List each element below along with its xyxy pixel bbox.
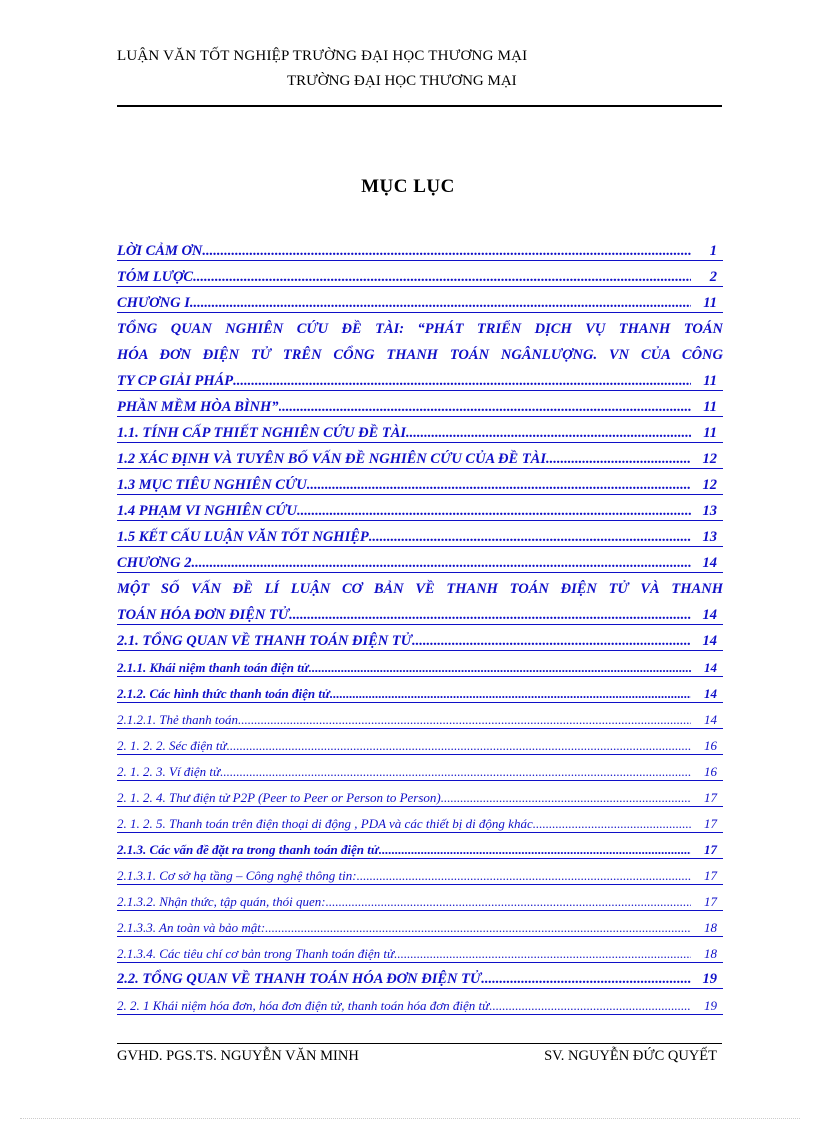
toc-entry[interactable]: 2.1.2.1. Thẻ thanh toán ..... 14 (117, 706, 723, 729)
toc-entry[interactable]: 2.2. TỔNG QUAN VỀ THANH TOÁN HÓA ĐƠN ĐIỆN TỬ ..... 19 (117, 966, 723, 989)
page-bottom-divider (20, 1118, 800, 1119)
toc-entry[interactable]: TY CP GIẢI PHÁP ..... 11 (117, 368, 723, 391)
toc-entry[interactable]: 2.1.3. Các vấn đề đặt ra trong thanh toán điện tử ..... 17 (117, 836, 723, 859)
toc-entry[interactable]: 2.1.3.1. Cơ sở hạ tầng – Công nghệ thông tin: ..... 17 (117, 862, 723, 885)
toc-entry[interactable]: 1.1. TÍNH CẤP THIẾT NGHIÊN CỨU ĐỀ TÀI ..... 11 (117, 420, 723, 443)
toc-entry[interactable]: 2.1.3.2. Nhận thức, tập quán, thói quen: ..... 17 (117, 888, 723, 911)
page-header (117, 48, 721, 90)
toc-entry[interactable]: 2.1. TỔNG QUAN VỀ THANH TOÁN ĐIỆN TỬ ..... 14 (117, 628, 723, 651)
toc-entry[interactable]: 2. 1. 2. 3. Ví điện tử ..... 16 (117, 758, 723, 781)
footer-rule (117, 1043, 722, 1044)
toc-entry[interactable]: 2. 1. 2. 5. Thanh toán trên điện thoại di động , PDA và các thiết bị di động khác ..... 17 (117, 810, 723, 833)
toc-entry[interactable]: 2.1.1. Khái niệm thanh toán điện tử ..... 14 (117, 654, 723, 677)
toc-entry[interactable]: 1.2 XÁC ĐỊNH VÀ TUYÊN BỐ VẤN ĐỀ NGHIÊN CỨU CỦA ĐỀ TÀI ..... 12 (117, 446, 723, 469)
toc-entry[interactable]: TOÁN HÓA ĐƠN ĐIỆN TỬ ..... 14 (117, 602, 723, 625)
toc-entry[interactable]: 2.1.3.3. An toàn và bảo mật: ..... 18 (117, 914, 723, 937)
header-line-2: TRƯỜNG ĐẠI HỌC THƯƠNG MẠI (287, 73, 517, 89)
page-footer (117, 1048, 717, 1065)
toc-entry[interactable]: 2. 1. 2. 4. Thư điện tử P2P (Peer to Peer or Person to Person) ..... 17 (117, 784, 723, 807)
toc-entry[interactable]: MỘT SỐ VẤN ĐỀ LÍ LUẬN CƠ BẢN VỀ THANH TOÁN ĐIỆN TỬ VÀ THANH (117, 581, 723, 597)
toc-entry[interactable]: LỜI CẢM ƠN ..... 1 (117, 238, 723, 261)
toc-entry[interactable]: 2.1.3.4. Các tiêu chí cơ bản trong Thanh toán điện tử ..... 18 (117, 940, 723, 963)
toc-entry[interactable]: PHẦN MỀM HÒA BÌNH” ..... 11 (117, 394, 723, 417)
footer-student: SV. NGUYỄN ĐỨC QUYẾT (544, 1048, 717, 1064)
toc-entry[interactable]: 1.4 PHẠM VI NGHIÊN CỨU ..... 13 (117, 498, 723, 521)
toc-entry[interactable]: 1.5 KẾT CẤU LUẬN VĂN TỐT NGHIỆP ..... 13 (117, 524, 723, 547)
footer-advisor: GVHD. PGS.TS. NGUYỄN VĂN MINH (117, 1048, 359, 1064)
toc-entry[interactable]: HÓA ĐƠN ĐIỆN TỬ TRÊN CỔNG THANH TOÁN NGÂNLƯỢNG. VN CỦA CÔNG (117, 347, 723, 363)
toc-entry[interactable]: TỔNG QUAN NGHIÊN CỨU ĐỀ TÀI: “PHÁT TRIỂN DỊCH VỤ THANH TOÁN (117, 321, 723, 337)
toc-entry[interactable]: 2.1.2. Các hình thức thanh toán điện tử ..... 14 (117, 680, 723, 703)
toc-entry[interactable]: CHƯƠNG I ..... 11 (117, 290, 723, 313)
header-rule (117, 105, 722, 107)
toc-entry[interactable]: 2. 2. 1 Khái niệm hóa đơn, hóa đơn điện tử, thanh toán hóa đơn điện tử ..... 19 (117, 992, 723, 1015)
toc-entry[interactable]: 2. 1. 2. 2. Séc điện tử ..... 16 (117, 732, 723, 755)
header-line-1: LUẬN VĂN TỐT NGHIỆP TRƯỜNG ĐẠI HỌC THƯƠNG MẠI (117, 48, 528, 64)
toc-entry[interactable]: CHƯƠNG 2 ..... 14 (117, 550, 723, 573)
toc-entry[interactable]: 1.3 MỤC TIÊU NGHIÊN CỨU ..... 12 (117, 472, 723, 495)
page-title: MỤC LỤC (361, 176, 455, 197)
toc-entry[interactable]: TÓM LƯỢC ..... 2 (117, 264, 723, 287)
